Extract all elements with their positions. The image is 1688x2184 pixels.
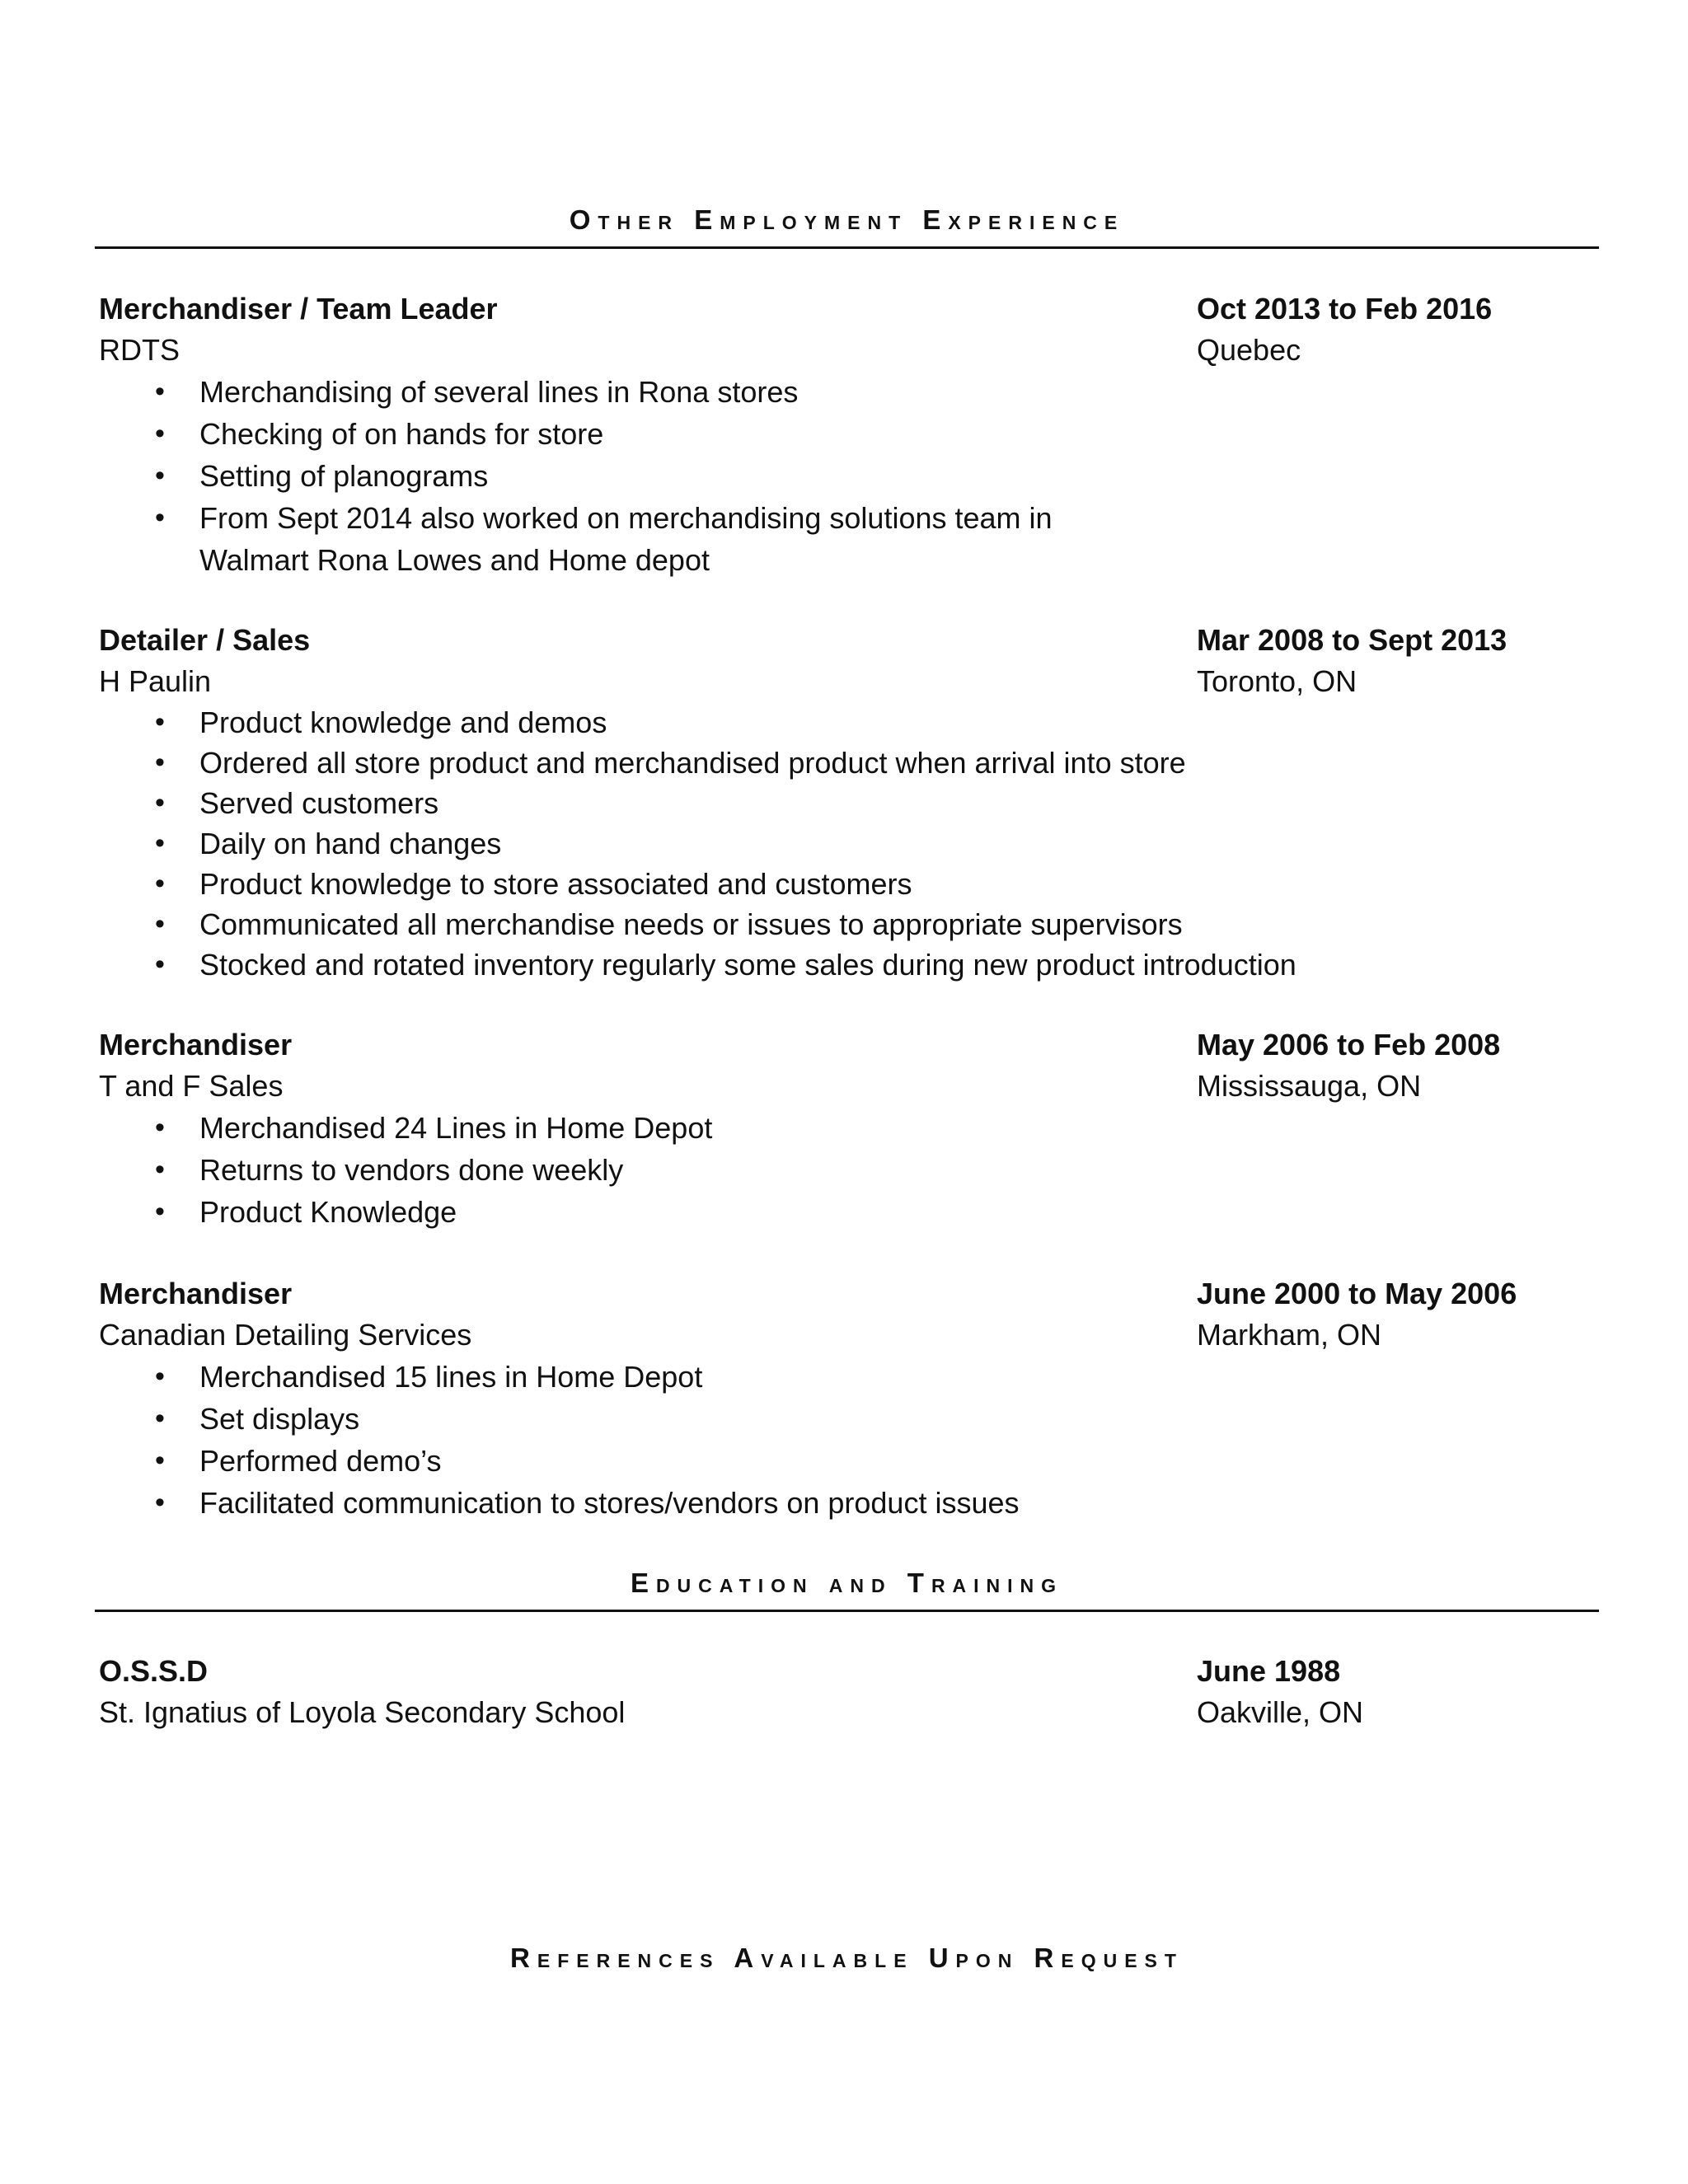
job-bullet: • Set displays [99,1398,1599,1440]
bullet-icon: • [155,1445,165,1476]
job-entry [99,620,1599,985]
job-company: T and F Sales [99,1069,284,1103]
bullet-icon: • [155,460,165,491]
job-bullet-continuation: Walmart Rona Lowes and Home depot [199,543,710,577]
job-entry [99,1024,1599,1233]
job-title: Merchandiser [99,1028,293,1062]
job-dates: Oct 2013 to Feb 2016 [1197,292,1493,326]
bullet-icon: • [155,908,165,940]
bullet-icon: • [155,502,165,533]
bullet-icon: • [155,1112,165,1143]
job-location: Markham, ON [1197,1318,1382,1352]
bullet-icon: • [155,1196,165,1227]
bullet-icon: • [155,787,165,818]
employment-heading: Other Employment Experience [569,204,1125,235]
job-dates: June 2000 to May 2006 [1197,1277,1517,1310]
education-entry [99,1651,1599,1733]
job-bullet: • Communicated all merchandise needs or issues to appropriate supervisors [99,904,1599,944]
employment-divider [95,246,1599,249]
bullet-icon: • [155,827,165,859]
job-location: Quebec [1197,333,1301,367]
job-title: Detailer / Sales [99,623,311,657]
job-title: Merchandiser / Team Leader [99,292,498,326]
job-bullet: • Facilitated communication to stores/vendors on product issues [99,1482,1599,1524]
job-dates: May 2006 to Feb 2008 [1197,1028,1501,1062]
education-location: Oakville, ON [1197,1695,1364,1729]
job-bullet: • Product knowledge and demos [99,702,1599,743]
education-school: St. Ignatius of Loyola Secondary School [99,1695,626,1729]
bullet-icon: • [155,1487,165,1518]
bullet-icon: • [155,747,165,778]
education-date: June 1988 [1197,1654,1341,1688]
job-entry [99,1273,1599,1524]
job-bullet: • Checking of on hands for store [99,413,1599,455]
job-bullet: • Merchandising of several lines in Rona stores [99,371,1599,413]
bullet-icon: • [155,376,165,407]
job-company: RDTS [99,333,180,367]
job-bullet: • Ordered all store product and merchandised product when arrival into store [99,743,1599,783]
bullet-icon: • [155,1154,165,1185]
job-bullet: • Merchandised 24 Lines in Home Depot [99,1107,1599,1149]
bullet-icon: • [155,1361,165,1392]
job-bullet: • Served customers [99,783,1599,823]
bullet-icon: • [155,868,165,899]
job-entry [99,288,1599,581]
job-bullet: • Daily on hand changes [99,823,1599,864]
bullet-icon: • [155,949,165,980]
bullet-icon: • [155,418,165,449]
job-bullet: • Stocked and rotated inventory regularly some sales during new product introduction [99,944,1599,985]
job-bullet: • Performed demo’s [99,1440,1599,1482]
bullet-icon: • [155,1403,165,1434]
job-title: Merchandiser [99,1277,293,1310]
job-dates: Mar 2008 to Sept 2013 [1197,623,1507,657]
job-company: H Paulin [99,664,212,698]
job-bullet: • Merchandised 15 lines in Home Depot [99,1356,1599,1398]
education-degree: O.S.S.D [99,1654,209,1688]
education-heading: Education and Training [630,1568,1064,1598]
job-location: Toronto, ON [1197,664,1357,698]
job-bullet: • Setting of planograms [99,455,1599,497]
references-note: References Available Upon Request [510,1943,1184,1973]
bullet-icon: • [155,706,165,738]
education-divider [95,1610,1599,1612]
job-bullet: • Product Knowledge [99,1191,1599,1233]
job-bullet: • Returns to vendors done weekly [99,1149,1599,1191]
job-location: Mississauga, ON [1197,1069,1422,1103]
job-bullet: • From Sept 2014 also worked on merchandising solutions team in Walmart Rona Lowes and Home depot [99,497,1599,581]
job-company: Canadian Detailing Services [99,1318,472,1352]
job-bullet: • Product knowledge to store associated and customers [99,864,1599,904]
